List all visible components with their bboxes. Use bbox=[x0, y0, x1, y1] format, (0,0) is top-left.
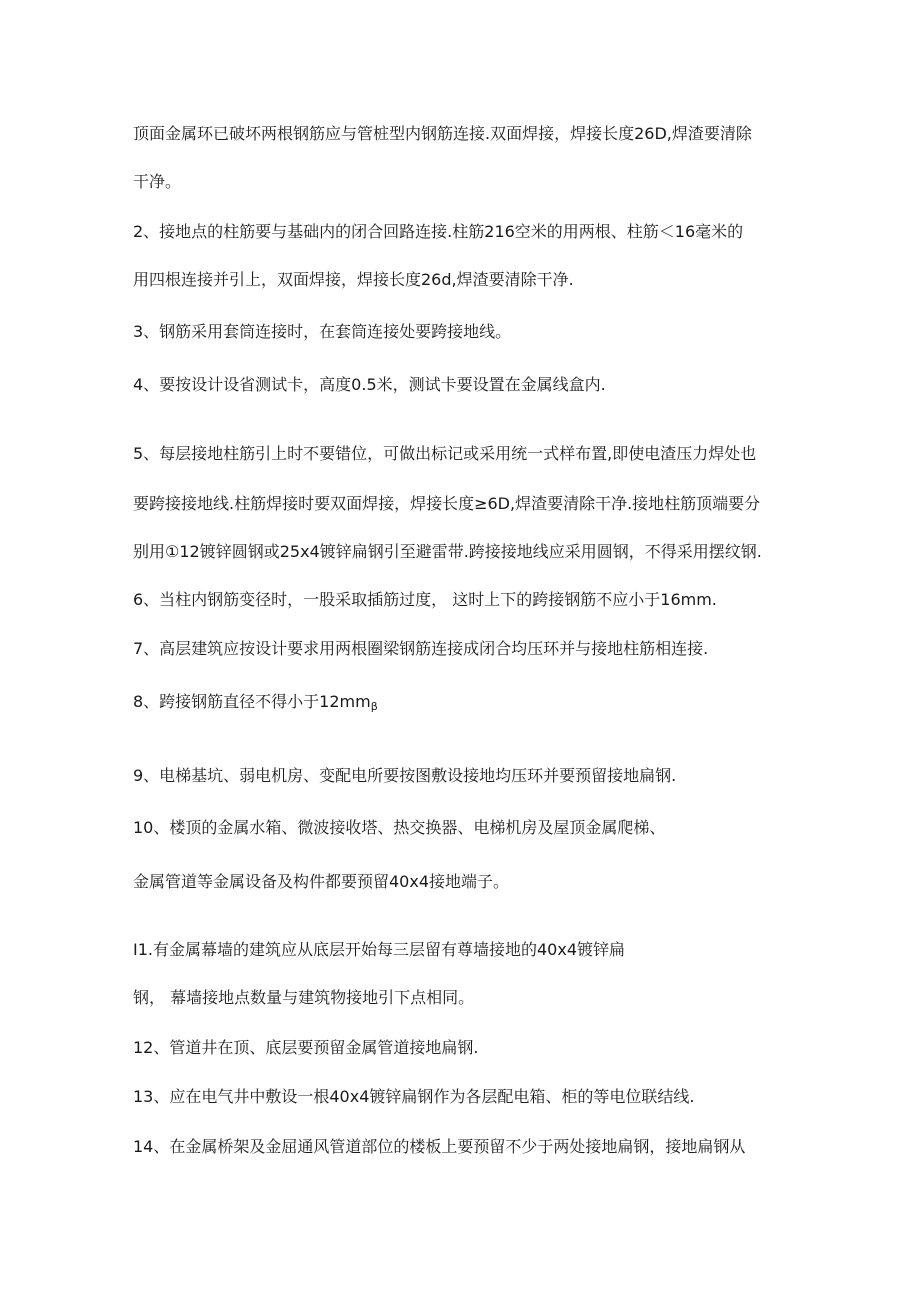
text-line-1: 顶面金属环已破坏两根钢筋应与管桩型内钢筋连接.双面焊接，焊接长度26D,焊渣要清除 bbox=[133, 124, 752, 143]
text-line-2: 干净。 bbox=[133, 172, 182, 191]
text-line-11: 7、高层建筑应按设计要求用两根圈梁钢筋连接成闭合均压环并与接地柱筋相连接. bbox=[133, 639, 709, 658]
text-line-17: 钢， 幕墙接地点数量与建筑物接地引下点相同。 bbox=[133, 988, 475, 1007]
subscript-mark: β bbox=[370, 700, 378, 713]
text-line-20: 14、在金属桥架及金屈通风管道部位的楼板上要预留不少于两处接地扁钢，接地扁钢从 bbox=[133, 1137, 746, 1156]
text-line-12 bbox=[133, 692, 378, 714]
text-line-15: 金属管道等金属设备及构件都要预留40x4接地端子。 bbox=[133, 872, 510, 891]
text-line-14: 10、楼顶的金属水箱、微波接收塔、热交换器、电梯机房及屋顶金属爬梯、 bbox=[133, 818, 666, 837]
text-line-5: 3、钢筋采用套筒连接时，在套筒连接处要跨接地线。 bbox=[133, 322, 512, 341]
text-line-16: I1.有金属幕墙的建筑应从底层开始每三层留有尊墙接地的40x4镀锌扁 bbox=[133, 940, 625, 959]
text-line-8: 要跨接接地线.柱筋焊接时要双面焊接，焊接长度≥6D,焊渣要清除干净.接地柱筋顶端要分 bbox=[133, 494, 761, 513]
text-line-18: 12、管道井在顶、底层要预留金属管道接地扁钢. bbox=[133, 1038, 479, 1057]
text-line-6: 4、要按设计设省测试卡，高度0.5米，测试卡要设置在金属线盒内. bbox=[133, 375, 606, 394]
text-line-12-body: 8、跨接钢筋直径不得小于12mm bbox=[133, 692, 371, 711]
text-line-19: 13、应在电气井中敷设一根40x4镀锌扁钢作为各层配电箱、柜的等电位联结线. bbox=[133, 1087, 695, 1106]
text-line-3: 2、接地点的柱筋要与基础内的闭合回路连接.柱筋216空米的用两根、柱筋＜16毫米的 bbox=[133, 222, 744, 241]
text-line-10: 6、当柱内钢筋变径时，一股采取插筋过度， 这时上下的跨接钢筋不应小于16mm. bbox=[133, 590, 717, 609]
text-line-4: 用四根连接并引上，双面焊接，焊接长度26d,焊渣要清除干净. bbox=[133, 270, 574, 289]
text-line-9: 别用①12镀锌圆钢或25x4镀锌扁钢引至避雷带.跨接接地线应采用圆钢，不得采用摆纹钢. bbox=[133, 542, 762, 561]
text-line-7: 5、每层接地柱筋引上时不要错位，可做出标记或采用统一式样布置,即使电渣压力焊处也 bbox=[133, 444, 757, 463]
text-line-13: 9、电梯基坑、弱电机房、变配电所要按图敷设接地均压环并要预留接地扁钢. bbox=[133, 766, 677, 785]
